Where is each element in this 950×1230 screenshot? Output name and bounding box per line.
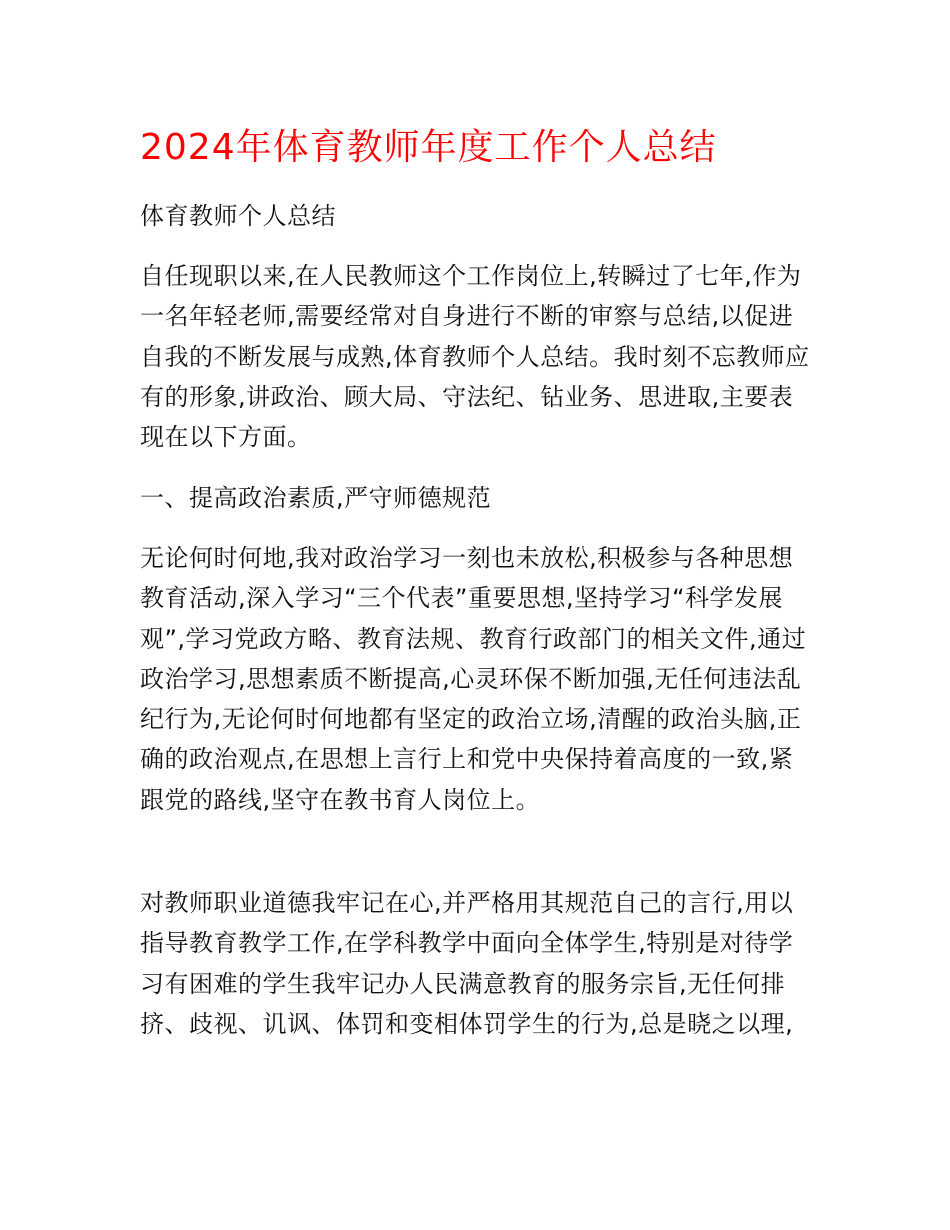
intro-paragraph: 自任现职以来,在人民教师这个工作岗位上,转瞬过了七年,作为一名年轻老师,需要经常对自身进行不断的审察与总结,以促进自我的不断发展与成熟,体育教师个人总结。我时刻不忘教师应有的形象,讲政治、顾大局、守法纪、钻业务、思进取,主要表现在以下方面。: [140, 262, 810, 452]
body-paragraph: 无论何时何地,我对政治学习一刻也未放松,积极参与各种思想教育活动,深入学习“三个代表”重要思想,坚持学习“科学发展观”,学习党政方略、教育法规、教育行政部门的相关文件,通过政治学习,思想素质不断提高,心灵环保不断加强,无任何违法乱纪行为,无论何时何地都有坚定的政治立场,清醒的政治头脑,正确的政治观点,在思想上言行上和党中央保持着高度的一致,紧跟党的路线,坚守在教书育人岗位上。: [140, 544, 807, 814]
body-paragraph: 对教师职业道德我牢记在心,并严格用其规范自己的言行,用以指导教育教学工作,在学科教学中面向全体学生,特别是对待学习有困难的学生我牢记办人民满意教育的服务宗旨,无任何排挤、歧视、讥讽、体罚和变相体罚学生的行为,总是晓之以理,: [140, 889, 794, 1038]
section-heading: 一、提高政治素质,严守师德规范: [140, 484, 492, 512]
document-title: 2024年体育教师年度工作个人总结: [140, 127, 717, 168]
document-subtitle: 体育教师个人总结: [140, 202, 336, 230]
